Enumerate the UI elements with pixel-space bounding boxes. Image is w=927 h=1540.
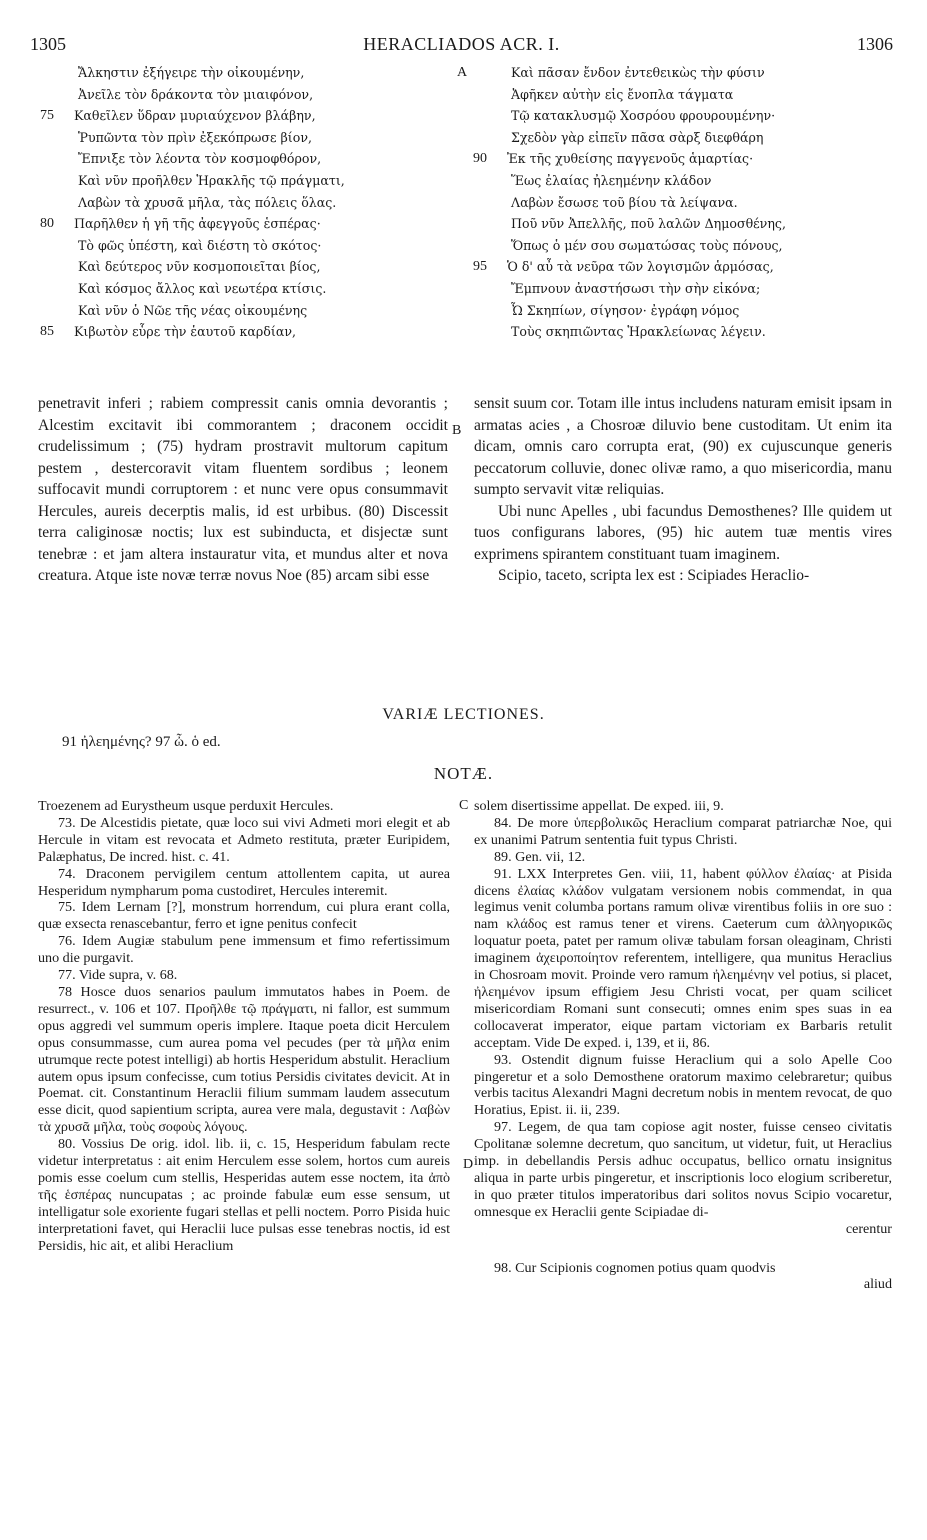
verse-text: Λαβὼν ἔσωσε τοῦ βίου τὰ λείψανα. <box>511 194 738 210</box>
note-paragraph: 75. Idem Lernam [?], monstrum horrendum, cui plura erant colla, quæ exsecta renascebantur, ferro et igne penitus confecit <box>38 899 450 933</box>
verse-text: Καὶ νῦν ὁ Νῶε τῆς νέας οἰκουμένης <box>78 302 308 318</box>
latin-paragraph: sensit suum cor. Totam ille intus includens naturam emisit ipsam in armatas acies , a Chosroæ diluvio bene custoditam. Ut enim ita dicam, omnis caro corrupta erat, (90) ex cujuscunque generis peccatorum colluvie, donec olivæ ramo, a quo misericordia, manu sumpto servavit vitæ reliquias. <box>474 395 892 498</box>
note-paragraph: cerentur <box>845 1220 892 1237</box>
verse-text: Τοὺς σκηπιῶντας Ἡρακλείωνας λέγειν. <box>511 324 766 340</box>
verse-text: Ῥυπῶντα τὸν πρὶν ἐξεκόπρωσε βίον, <box>78 129 312 145</box>
verse-text: Κιβωτὸν εὗρε τὴν ἑαυτοῦ καρδίαν, <box>74 324 296 340</box>
verse-line <box>40 105 460 127</box>
verse-line <box>473 127 913 149</box>
note-paragraph: solem disertissime appellat. De exped. iii, 9. <box>474 798 724 814</box>
note-paragraph: 80. Vossius De orig. idol. lib. ii, c. 15, Hesperidum fabulam recte videtur interpretatus : ait enim Herculem esse solem, hortos cum aureis pomis esse coelum cum stellis, Hesperidas autem esse noctem, ita ἀπὸ τῆς ἑσπέρας nuncupatas ; ac proinde fabulæ eum esse sensum, ut intelligatur sole exoriente fugari stellas et pelli noctem. Porro Pisida huic interpretationi favet, qui Heraclii luce pulsas esse tenebras noctis, id est Persidis, hic ait, et alibi Heraclium <box>38 1136 450 1254</box>
running-title: HERACLIADOS ACR. I. <box>363 34 560 54</box>
note-paragraph: 84. De more ὑπερβολικῶς Heraclium comparat patriarchæ Noe, qui ex unanimi Patrum sententia fuit typus Christi. <box>474 814 892 848</box>
verse-line <box>473 213 913 235</box>
verse-number: 95 <box>473 259 487 275</box>
verse-line <box>473 256 913 278</box>
margin-marker-c: C <box>459 798 469 813</box>
verse-line <box>473 300 913 322</box>
verse-text: Ἀνεῖλε τὸν δράκοντα τὸν μιαιφόνον, <box>78 86 314 102</box>
verse-line <box>473 235 913 257</box>
verse-text: Ἀφῆκεν αὐτὴν εἰς ἔνοπλα τάγματα <box>511 86 734 102</box>
notes-column-right <box>474 798 892 1293</box>
page-number-right: 1306 <box>857 34 893 54</box>
note-paragraph: 98. Cur Scipionis cognomen potius quam quodvis <box>494 1259 776 1276</box>
latin-translation-right <box>474 393 892 587</box>
margin-marker-d: D <box>463 1157 474 1172</box>
verse-line <box>473 105 913 127</box>
verse-text: Καὶ κόσμος ἄλλος καὶ νεωτέρα κτίσις. <box>78 280 327 296</box>
note-paragraph: 89. Gen. vii, 12. <box>494 848 586 865</box>
verse-line <box>40 84 460 106</box>
margin-marker-b: B <box>452 423 462 438</box>
verse-text: Ὦ Σκηπίων, σίγησον· ἐγράφη νόμος <box>511 302 740 318</box>
verse-text: Καθεῖλεν ὕδραν μυριαύχενον βλάβην, <box>74 108 316 124</box>
verse-line <box>473 192 913 214</box>
verse-text: Καὶ πᾶσαν ἔνδον ἐντεθεικὼς τὴν φύσιν <box>511 65 765 80</box>
verse-text: Ἔπνιξε τὸν λέοντα τὸν κοσμοφθόρον, <box>78 151 322 167</box>
note-paragraph: 76. Idem Augiæ stabulum pene immensum et fimo refertissimum uno die purgavit. <box>38 933 450 967</box>
verse-line <box>40 235 460 257</box>
page-number-left: 1305 <box>30 34 66 54</box>
latin-paragraph: Ubi nunc Apelles , ubi facundus Demosthenes? Ille quidem ut tuos configurans labores, (95) hic autem tuæ mentis vires exprimens spirantem constituant tuam imaginem. <box>474 502 892 563</box>
note-paragraph: 93. Ostendit dignum fuisse Heraclium qui a solo Apelle Coo pingeretur et a solo Demosthene oratorum maximo celebraretur; quibus verbis tacitus Alexandri Magni decretum nobis in mentem revocat, de quo Horatius, Epist. ii. ii, 239. <box>474 1051 892 1119</box>
note-paragraph: 97. Legem, de qua tam copiose agit noster, fuisse censeo civitatis Cpolitanæ solemne decretum, quo sancitum, ut videtur, fuit, ut Heraclius imp. in debellandis Persis adhuc occupatus, bellico ornatu insignitus aliqua in parte urbis pingeretur, et inscriptionis loco elogium scriberetur, in quo præter titulos imperatoribus dari solitos novus Scipio vocaretur, omnesque ex Heraclii gente Scipiadae di- <box>474 1119 892 1220</box>
verse-text: Καὶ δεύτερος νῦν κοσμοποιεῖται βίος, <box>78 259 321 275</box>
verse-text: Ἄλκηστιν ἐξήγειρε τὴν οἰκουμένην, <box>78 65 305 80</box>
verse-number: 75 <box>40 108 54 124</box>
verse-text: Παρῆλθεν ἡ γῆ τῆς ἀφεγγοῦς ἑσπέρας· <box>74 216 321 232</box>
verse-text: Ποῦ νῦν Ἀπελλῆς, ποῦ λαλῶν Δημοσθένης, <box>511 216 786 232</box>
verse-text: Τὸ φῶς ὑπέστη, καὶ διέστη τὸ σκότος· <box>78 237 322 253</box>
verse-line <box>473 170 913 192</box>
verse-line <box>40 321 460 343</box>
verse-line <box>40 192 460 214</box>
note-paragraph: 77. Vide supra, v. 68. <box>58 967 178 984</box>
verse-text: Τῷ κατακλυσμῷ Χοσρόου φρουρουμένην· <box>511 108 776 124</box>
note-paragraph: 78 Hosce duos senarios paulum immutatos habes in Poem. de resurrect., v. 106 et 107. Προῆλθε τῷ πράγματι, ni fallor, est summum opus aggredi vel summum operis implere. Itaque poeta dicit Herculem opus consummasse, cum aurea poma vel pecudes (per τὰ μῆλα enim utrumque recte potest intelligi) ab hortis Hesperidum abstulit. Heraclium autem opus ipsum confecisse, cum totius Persidis civitates devicit. At in Poemat. cit. Constantinum Heraclii filium summam laudem assecutum esse dicit, quod sapientium scripta, aurea vere mala, degustavit : Λαβὼν τὰ χρυσᾶ μῆλα, τοὺς σοφοὺς λόγους. <box>38 983 450 1136</box>
verse-text: Σχεδὸν γὰρ εἰπεῖν πᾶσα σὰρξ διεφθάρη <box>511 129 764 145</box>
verse-line <box>40 213 460 235</box>
verse-number: 90 <box>473 151 487 167</box>
verse-text: Καὶ νῦν προῆλθεν Ἡρακλῆς τῷ πράγματι, <box>78 172 345 188</box>
verse-text: Ἐκ τῆς χυθείσης παγγενοῦς ἁμαρτίας· <box>507 151 754 167</box>
note-paragraph: 74. Draconem pervigilem centum attollentem capita, ut aurea Hesperidum nympharum poma custodiret, Hercules interemit. <box>38 865 450 899</box>
verse-line <box>40 62 460 84</box>
page-header <box>30 34 893 58</box>
note-paragraph: 73. De Alcestidis pietate, quæ loco sui vivi Admeti mori elegit et ab Hercule in vitam est revocata et Admeto restituta, præter Euripidem, Palæphatus, De incred. hist. c. 41. <box>38 814 450 865</box>
verse-text: Ἕως ἐλαίας ἠλεημένην κλάδον <box>511 172 712 188</box>
verse-line <box>40 170 460 192</box>
latin-paragraph: Scipio, taceto, scripta lex est : Scipiades Heraclio- <box>498 567 810 584</box>
margin-marker-a: A <box>457 65 468 80</box>
verse-line <box>40 300 460 322</box>
verse-line <box>473 278 913 300</box>
verse-line <box>473 84 913 106</box>
notes-column-left <box>38 798 450 1254</box>
variae-lectiones-heading: VARIÆ LECTIONES. <box>382 706 545 723</box>
verse-text: Ὅπως ὁ μέν σου σωματώσας τοὺς πόνους, <box>511 237 783 253</box>
verse-number: 85 <box>40 324 54 340</box>
latin-translation-left <box>38 393 448 587</box>
verse-number: 80 <box>40 216 54 232</box>
greek-verse-column-left <box>40 62 460 343</box>
verse-line <box>40 256 460 278</box>
variae-lectiones-line: 91 ἠλεημένης? 97 ὦ. ὁ ed. <box>62 734 221 750</box>
note-paragraph: Troezenem ad Eurystheum usque perduxit Hercules. <box>38 798 334 814</box>
verse-text: Ἔμπνουν ἀναστήσωσι τὴν σὴν εἰκόνα; <box>511 280 761 296</box>
verse-line <box>40 278 460 300</box>
verse-line <box>473 148 913 170</box>
note-paragraph: 91. LXX Interpretes Gen. viii, 11, habent φύλλον ἐλαίας· at Pisida dicens ἐλαίας κλάδον vulgatam versionem nobis commendat, in qua legimus venit columba portans ramum olivæ virentibus foliis in ore suo : nam κλάδος est ramus tener et virens. Caeterum cum ἀλληγορικῶς loquatur poeta, patet per ramum olivæ tabulam forsan oleaginam, Christi imaginem ἀχειροποίητον referentem, intelligere, qua munitus Heraclius in Chosroam movit. Proinde vero ramum ἠλεημένην vel potius, si placet, ἠλεημένον ipsum effigiem Jesu Christi vocat, per quam scilicet misericordiam Romani sunt consecuti; omnes enim spes suas in ea collocaverat imperator, eique partam victoriam ex Barbaris retulit acceptam. Vide De exped. i, 139, et ii, 86. <box>474 865 892 1051</box>
verse-line <box>473 321 913 343</box>
note-paragraph: aliud <box>863 1276 892 1293</box>
greek-verse-column-right <box>473 62 913 343</box>
verse-line <box>40 148 460 170</box>
verse-text: Λαβὼν τὰ χρυσᾶ μῆλα, τὰς πόλεις ὅλας. <box>78 194 337 210</box>
verse-line <box>40 127 460 149</box>
latin-paragraph: penetravit inferi ; rabiem compressit canis omnia devorantis ; Alcestim excitavit ibi commorantem ; draconem occidit crudelissimum ; (75) hydram prostravit multorum capitum pestem , destercoravit vitam fluentem sordibus ; leonem suffocavit mundi corruptorem : et nunc vere opus consummavit Hercules, aureis decerptis malis, id est urbibus. (80) Discessit terra caliginosæ noctis; lux est subinducta, et disjectæ sunt tenebræ : et jam altera instauratur vita, et mundus alter et nova creatura. Atque iste novæ terræ novus Noe (85) arcam sibi esse <box>38 395 448 584</box>
verse-line <box>473 62 913 84</box>
notae-heading: NOTÆ. <box>433 764 494 783</box>
verse-text: Ὁ δ' αὖ τὰ νεῦρα τῶν λογισμῶν ἁρμόσας, <box>507 259 774 275</box>
